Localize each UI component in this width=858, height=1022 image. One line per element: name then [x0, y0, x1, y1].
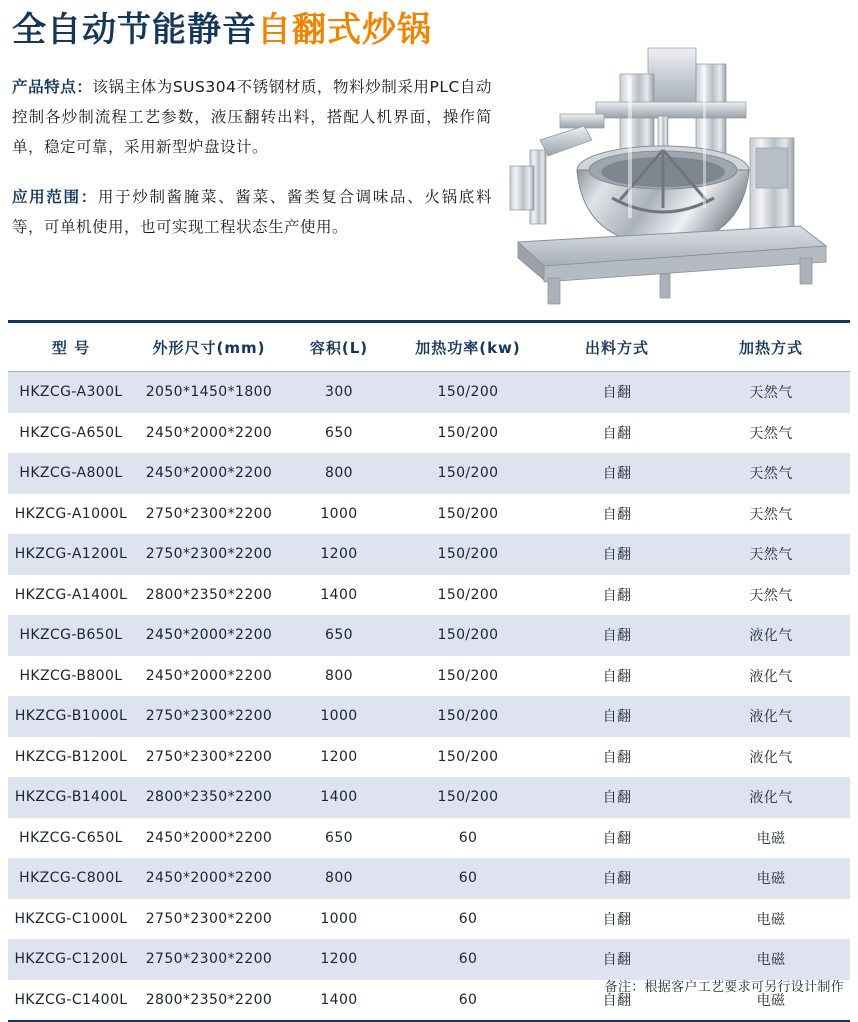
application-scope-paragraph [12, 182, 492, 242]
table-row [8, 737, 850, 778]
cell-volume: 300 [284, 372, 394, 413]
cell-volume: 650 [284, 818, 394, 859]
cell-heating: 电磁 [692, 939, 850, 980]
cell-power: 150/200 [394, 413, 542, 454]
cell-power: 60 [394, 980, 542, 1022]
cell-heating: 天然气 [692, 372, 850, 413]
table-row [8, 939, 850, 980]
table-row [8, 818, 850, 859]
cell-volume: 800 [284, 453, 394, 494]
cell-heating: 天然气 [692, 413, 850, 454]
column-header-heating: 加热方式 [692, 322, 850, 372]
cell-discharge: 自翻 [542, 980, 692, 1022]
cell-discharge: 自翻 [542, 696, 692, 737]
cell-heating: 液化气 [692, 696, 850, 737]
cell-model: HKZCG-C800L [8, 858, 134, 899]
cell-power: 60 [394, 858, 542, 899]
cell-dimensions: 2800*2350*2200 [134, 777, 284, 818]
table-row [8, 777, 850, 818]
cell-discharge: 自翻 [542, 939, 692, 980]
product-features-label: 产品特点： [12, 78, 93, 96]
cell-heating: 液化气 [692, 656, 850, 697]
cell-discharge: 自翻 [542, 453, 692, 494]
cell-power: 150/200 [394, 656, 542, 697]
table-row [8, 575, 850, 616]
cell-dimensions: 2450*2000*2200 [134, 656, 284, 697]
cell-volume: 1000 [284, 899, 394, 940]
cell-model: HKZCG-B800L [8, 656, 134, 697]
cell-discharge: 自翻 [542, 534, 692, 575]
cell-power: 150/200 [394, 615, 542, 656]
cell-dimensions: 2750*2300*2200 [134, 696, 284, 737]
cell-heating: 液化气 [692, 615, 850, 656]
cell-volume: 1400 [284, 777, 394, 818]
table-row [8, 656, 850, 697]
cell-heating: 天然气 [692, 534, 850, 575]
cell-dimensions: 2450*2000*2200 [134, 413, 284, 454]
table-body [8, 372, 850, 1022]
cell-model: HKZCG-C1200L [8, 939, 134, 980]
cell-discharge: 自翻 [542, 818, 692, 859]
specification-table [8, 320, 850, 1022]
cell-dimensions: 2450*2000*2200 [134, 615, 284, 656]
cell-dimensions: 2800*2350*2200 [134, 575, 284, 616]
cell-power: 150/200 [394, 575, 542, 616]
cell-heating: 液化气 [692, 777, 850, 818]
cell-model: HKZCG-A650L [8, 413, 134, 454]
column-header-discharge: 出料方式 [542, 322, 692, 372]
cell-volume: 800 [284, 656, 394, 697]
table-row [8, 534, 850, 575]
column-header-model: 型 号 [8, 322, 134, 372]
cell-volume: 650 [284, 615, 394, 656]
column-header-volume: 容积(L) [284, 322, 394, 372]
cell-model: HKZCG-B1000L [8, 696, 134, 737]
application-scope-label: 应用范围： [12, 188, 98, 206]
cell-model: HKZCG-C1000L [8, 899, 134, 940]
cell-model: HKZCG-A1400L [8, 575, 134, 616]
cell-power: 150/200 [394, 696, 542, 737]
cell-dimensions: 2800*2350*2200 [134, 980, 284, 1022]
cell-dimensions: 2750*2300*2200 [134, 494, 284, 535]
cell-discharge: 自翻 [542, 372, 692, 413]
cell-volume: 1400 [284, 980, 394, 1022]
column-header-dimensions: 外形尺寸(mm) [134, 322, 284, 372]
table-row [8, 615, 850, 656]
cell-heating: 电磁 [692, 980, 850, 1022]
table-row [8, 494, 850, 535]
cell-discharge: 自翻 [542, 615, 692, 656]
cooking-machine-illustration [500, 30, 845, 315]
cell-power: 60 [394, 818, 542, 859]
cell-power: 150/200 [394, 494, 542, 535]
intro-section [12, 72, 492, 262]
product-photo [500, 30, 845, 315]
cell-model: HKZCG-B1200L [8, 737, 134, 778]
cell-heating: 天然气 [692, 494, 850, 535]
cell-heating: 电磁 [692, 858, 850, 899]
application-scope-text: 用于炒制酱腌菜、酱菜、酱类复合调味品、火锅底料等，可单机使用，也可实现工程状态生产使用。 [12, 188, 492, 236]
cell-volume: 650 [284, 413, 394, 454]
cell-model: HKZCG-B650L [8, 615, 134, 656]
table-row [8, 696, 850, 737]
cell-volume: 1200 [284, 737, 394, 778]
cell-discharge: 自翻 [542, 413, 692, 454]
cell-dimensions: 2750*2300*2200 [134, 899, 284, 940]
cell-discharge: 自翻 [542, 777, 692, 818]
cell-model: HKZCG-A300L [8, 372, 134, 413]
column-header-power: 加热功率(kw) [394, 322, 542, 372]
cell-volume: 1000 [284, 494, 394, 535]
cell-model: HKZCG-B1400L [8, 777, 134, 818]
cell-heating: 天然气 [692, 575, 850, 616]
cell-discharge: 自翻 [542, 575, 692, 616]
table-row [8, 453, 850, 494]
table-row [8, 413, 850, 454]
table-header-row [8, 322, 850, 372]
cell-dimensions: 2750*2300*2200 [134, 534, 284, 575]
cell-dimensions: 2750*2300*2200 [134, 939, 284, 980]
cell-discharge: 自翻 [542, 899, 692, 940]
page-title-highlight: 自翻式炒锅 [257, 10, 432, 50]
cell-volume: 1200 [284, 939, 394, 980]
table-row [8, 899, 850, 940]
cell-heating: 天然气 [692, 453, 850, 494]
cell-power: 150/200 [394, 534, 542, 575]
cell-model: HKZCG-C1400L [8, 980, 134, 1022]
cell-volume: 800 [284, 858, 394, 899]
cell-dimensions: 2050*1450*1800 [134, 372, 284, 413]
cell-model: HKZCG-C650L [8, 818, 134, 859]
cell-model: HKZCG-A1000L [8, 494, 134, 535]
cell-power: 150/200 [394, 777, 542, 818]
cell-power: 150/200 [394, 453, 542, 494]
product-features-text: 该锅主体为SUS304不锈钢材质，物料炒制采用PLC自动控制各炒制流程工艺参数，液压翻转出料，搭配人机界面，操作简单，稳定可靠，采用新型炉盘设计。 [12, 78, 492, 156]
cell-dimensions: 2450*2000*2200 [134, 858, 284, 899]
cell-model: HKZCG-A1200L [8, 534, 134, 575]
table-row [8, 372, 850, 413]
table-footnote: 备注：根据客户工艺要求可另行设计制作 [604, 980, 844, 995]
cell-dimensions: 2450*2000*2200 [134, 453, 284, 494]
product-features-paragraph [12, 72, 492, 162]
cell-dimensions: 2450*2000*2200 [134, 818, 284, 859]
table-row [8, 858, 850, 899]
cell-heating: 液化气 [692, 737, 850, 778]
cell-discharge: 自翻 [542, 656, 692, 697]
specification-table-container [8, 320, 850, 1022]
page-title-primary: 全自动节能静音 [12, 10, 257, 50]
cell-model: HKZCG-A800L [8, 453, 134, 494]
cell-power: 60 [394, 899, 542, 940]
cell-volume: 1400 [284, 575, 394, 616]
cell-heating: 电磁 [692, 818, 850, 859]
cell-heating: 电磁 [692, 899, 850, 940]
cell-volume: 1200 [284, 534, 394, 575]
cell-discharge: 自翻 [542, 494, 692, 535]
cell-volume: 1000 [284, 696, 394, 737]
cell-discharge: 自翻 [542, 737, 692, 778]
cell-discharge: 自翻 [542, 858, 692, 899]
cell-power: 150/200 [394, 372, 542, 413]
cell-dimensions: 2750*2300*2200 [134, 737, 284, 778]
table-header [8, 322, 850, 372]
cell-power: 150/200 [394, 737, 542, 778]
cell-power: 60 [394, 939, 542, 980]
